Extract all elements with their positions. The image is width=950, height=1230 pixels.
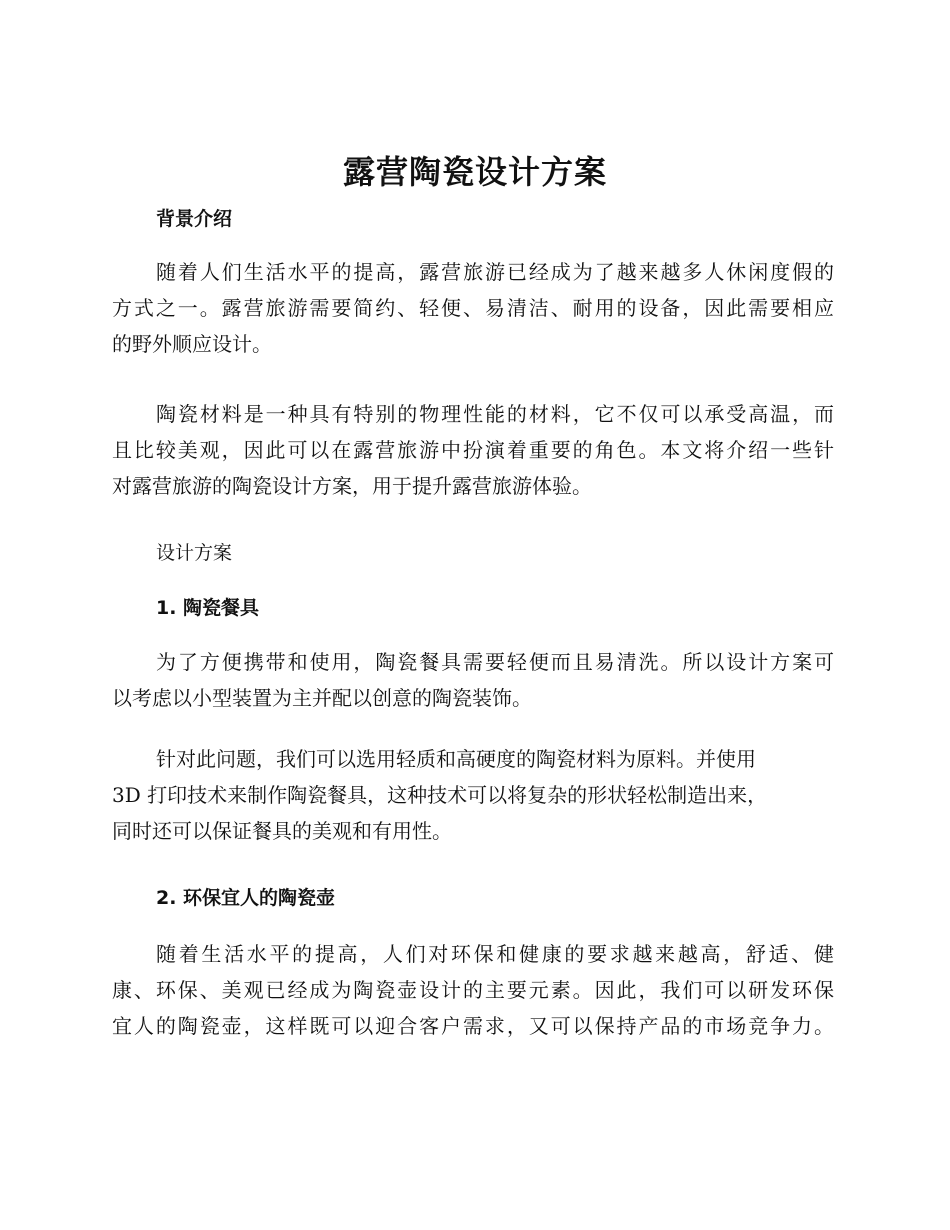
paragraph-line: 且比较美观，因此可以在露营旅游中扮演着重要的角色。本文将介绍一些针 xyxy=(112,438,834,462)
paragraph-line: 同时还可以保证餐具的美观和有用性。 xyxy=(112,819,452,843)
paragraph-line: 宜人的陶瓷壶，这样既可以迎合客户需求，又可以保持产品的市场竞争力。 xyxy=(112,1014,834,1038)
paragraph-line: 康、环保、美观已经成为陶瓷壶设计的主要元素。因此，我们可以研发环保 xyxy=(112,978,834,1002)
paragraph-line: 随着人们生活水平的提高，露营旅游已经成为了越来越多人休闲度假的 xyxy=(156,260,834,284)
paragraph-line: 的野外顺应设计。 xyxy=(112,332,272,356)
section-heading-background: 背景介绍 xyxy=(156,208,233,230)
paragraph-line: 陶瓷材料是一种具有特别的物理性能的材料，它不仅可以承受高温，而 xyxy=(156,402,834,426)
paragraph-tableware-1 xyxy=(112,644,834,716)
section-heading-design: 设计方案 xyxy=(156,542,233,564)
paragraph-line: 随着生活水平的提高，人们对环保和健康的要求越来越高，舒适、健 xyxy=(156,942,834,966)
paragraph-teapot-1 xyxy=(112,936,834,1044)
paragraph-line: 3D 打印技术来制作陶瓷餐具，这种技术可以将复杂的形状轻松制造出来， xyxy=(112,783,768,807)
paragraph-line: 以考虑以小型装置为主并配以创意的陶瓷装饰。 xyxy=(112,686,532,710)
paragraph-background-2 xyxy=(112,396,834,504)
paragraph-line: 方式之一。露营旅游需要简约、轻便、易清洁、耐用的设备，因此需要相应 xyxy=(112,296,834,320)
document-title: 露营陶瓷设计方案 xyxy=(342,153,607,191)
paragraph-background-1 xyxy=(112,254,834,362)
paragraph-tableware-2 xyxy=(112,741,834,849)
subsection-heading-tableware: 1. 陶瓷餐具 xyxy=(156,597,260,619)
paragraph-line: 针对此问题，我们可以选用轻质和高硬度的陶瓷材料为原料。并使用 xyxy=(156,747,756,771)
paragraph-line: 对露营旅游的陶瓷设计方案，用于提升露营旅游体验。 xyxy=(112,474,592,498)
paragraph-line: 为了方便携带和使用，陶瓷餐具需要轻便而且易清洗。所以设计方案可 xyxy=(156,650,834,674)
subsection-heading-teapot: 2. 环保宜人的陶瓷壶 xyxy=(156,887,336,909)
